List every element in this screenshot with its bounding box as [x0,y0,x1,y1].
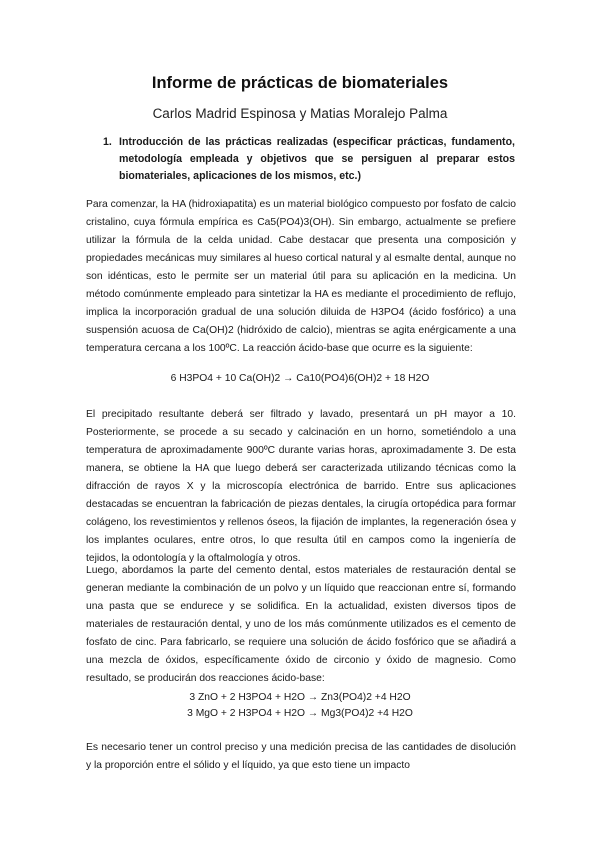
document-title: Informe de prácticas de biomateriales [151,74,449,92]
paragraph-dental-cement: Luego, abordamos la parte del cemento dental, estos materiales de restauración dental se generan mediante la combinación de un polvo y un líquido que reaccionan entre sí, formando una pasta que se endurece y se solidifica. En la actualidad, existen diversos tipos de materiales de restauración dental, y uno de los más comúnmente utilizados es el cemento de fosfato de cinc. Para fabricarlo, se requiere una solución de ácido fosfórico que se añadirá a una mezcla de óxidos, específicamente óxido de circonio y óxido de magnesio. Como resultado, se producirán dos reacciones ácido-base: [86,565,516,684]
section-heading-text: Introducción de las prácticas realizadas (especificar prácticas, fundamento, metodología empleada y objetivos que se persiguen al preparar estos biomateriales, aplicaciones de los mismos, etc.) [119,136,515,182]
equation-magnesium-oxide: 3 MgO + 2 H3PO4 + H2O → Mg3(PO4)2 +4 H2O [187,708,413,719]
paragraph-hydroxyapatite-intro: Para comenzar, la HA (hidroxiapatita) es un material biológico compuesto por fosfato de calcio cristalino, cuya fórmula empírica es Ca5(PO4)3(OH). Sin embargo, actualmente se prefiere utilizar la fórmula de la celda unidad. Cabe destacar que presenta una composición y propiedades mecánicas muy similares al hueso cortical natural y al esmalte dental, aunque no son idénticas, esto le permite ser un material útil para su aplicación en la medicina. Un método comúnmente empleado para sintetizar la HA es mediante el procedimiento de reflujo, implica la incorporación gradual de una solución diluida de H3PO4 (ácido fosfórico) a una suspensión acuosa de Ca(OH)2 (hidróxido de calcio), mientras se agita enérgicamente a una temperatura cercana a los 100ºC. La reacción ácido-base que ocurre es la siguiente: [86,199,516,354]
equation-ha-synthesis: 6 H3PO4 + 10 Ca(OH)2 → Ca10(PO4)6(OH)2 + 18 H2O [170,373,430,384]
paragraph-ha-processing: El precipitado resultante deberá ser filtrado y lavado, presentará un pH mayor a 10. Posteriormente, se procede a su secado y calcinación en un horno, sometiéndolo a una temperatura de aproximadamente 900ºC durante varias horas, aproximadamente 3. De esta manera, se obtiene la HA que luego deberá ser caracterizada utilizando técnicas como la difracción de rayos X y la microscopía electrónica de barrido. Entre sus aplicaciones destacadas se encuentran la fabricación de piezas dentales, la cirugía ortopédica para formar colágeno, los revestimientos y rellenos óseos, la fijación de implantes, la regeneración ósea y los implantes oculares, entre otros, lo que resulta útil en campos como la ingeniería de tejidos, la odontología y la oftalmología y otros. [86,409,516,564]
document-authors: Carlos Madrid Espinosa y Matias Moralejo Palma [152,106,448,121]
section-heading [103,134,515,185]
section-number: 1. [103,136,112,148]
equation-zinc-oxide: 3 ZnO + 2 H3PO4 + H2O → Zn3(PO4)2 +4 H2O [189,692,411,703]
paragraph-precision-note: Es necesario tener un control preciso y una medición precisa de las cantidades de disolución y la proporción entre el sólido y el líquido, ya que esto tiene un impacto [86,742,516,771]
